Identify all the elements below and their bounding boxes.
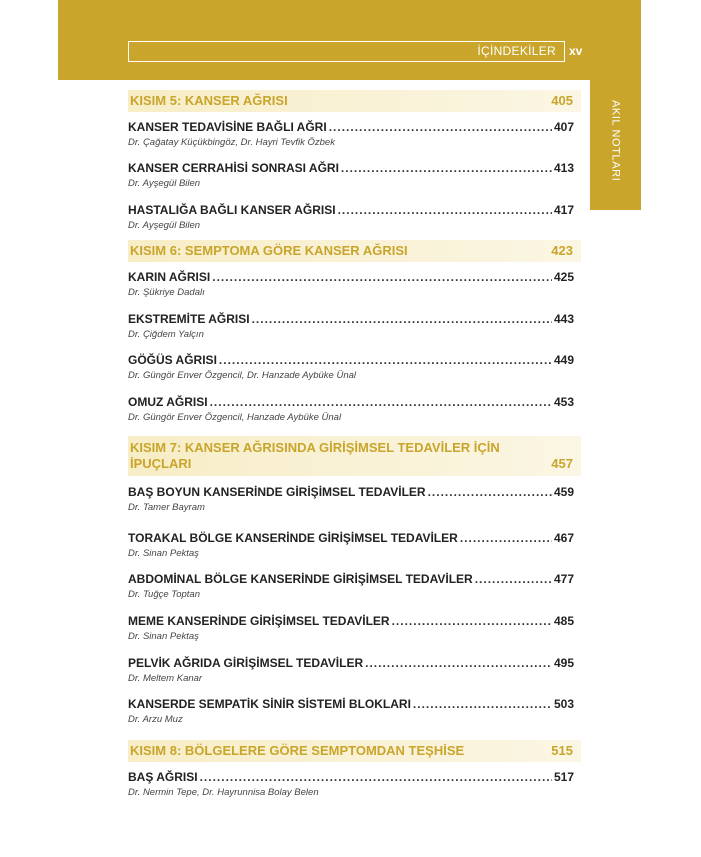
entry-title: TORAKAL BÖLGE KANSERİNDE GİRİŞİMSEL TEDAVİLER	[128, 531, 458, 545]
section-heading[interactable]	[128, 240, 581, 262]
entry-page: 453	[553, 395, 574, 409]
leader-dots	[338, 203, 552, 217]
entry-page: 517	[553, 770, 574, 784]
toc-entry[interactable]	[128, 656, 574, 684]
entry-author: Dr. Güngör Enver Özgencil, Dr. Hanzade Aybüke Ünal	[128, 370, 357, 381]
side-tab	[590, 80, 641, 210]
entry-page: 413	[553, 161, 574, 175]
toc-entry[interactable]	[128, 485, 574, 513]
section-page: 515	[551, 743, 573, 758]
entry-author: Dr. Nermin Tepe, Dr. Hayrunnisa Bolay Belen	[128, 787, 319, 798]
entry-page: 449	[553, 353, 574, 367]
leader-dots	[200, 770, 552, 784]
entry-author: Dr. Tamer Bayram	[128, 502, 205, 513]
section-title: KISIM 8: BÖLGELERE GÖRE SEMPTOMDAN TEŞHİSE	[130, 743, 465, 758]
entry-title: BAŞ AĞRISI	[128, 770, 198, 784]
section-page: 405	[551, 93, 573, 108]
toc-entry[interactable]	[128, 614, 574, 642]
toc-entry[interactable]	[128, 161, 574, 189]
section-title-line1: KISIM 7: KANSER AĞRISINDA GİRİŞİMSEL TEDAVİLER İÇİN	[130, 440, 500, 455]
entry-title: ABDOMİNAL BÖLGE KANSERİNDE GİRİŞİMSEL TEDAVİLER	[128, 572, 473, 586]
entry-title: KARIN AĞRISI	[128, 270, 211, 284]
section-heading[interactable]	[128, 436, 581, 476]
toc-entry[interactable]	[128, 203, 574, 231]
leader-dots	[475, 572, 552, 586]
entry-page: 425	[553, 270, 574, 284]
toc-entry[interactable]	[128, 353, 574, 381]
running-header-title: İÇİNDEKİLER	[128, 41, 565, 62]
leader-dots	[365, 656, 552, 670]
leader-dots	[329, 120, 552, 134]
entry-title: MEME KANSERİNDE GİRİŞİMSEL TEDAVİLER	[128, 614, 390, 628]
entry-title: BAŞ BOYUN KANSERİNDE GİRİŞİMSEL TEDAVİLER	[128, 485, 426, 499]
section-page: 457	[551, 456, 573, 471]
entry-page: 495	[553, 656, 574, 670]
section-title: KISIM 6: SEMPTOMA GÖRE KANSER AĞRISI	[130, 243, 408, 258]
top-band	[58, 0, 641, 80]
page-number: xv	[569, 44, 583, 58]
entry-page: 485	[553, 614, 574, 628]
section-heading[interactable]	[128, 740, 581, 762]
toc-entry[interactable]	[128, 770, 574, 798]
leader-dots	[210, 395, 552, 409]
entry-title: EKSTREMİTE AĞRISI	[128, 312, 250, 326]
entry-page: 443	[553, 312, 574, 326]
leader-dots	[341, 161, 552, 175]
entry-author: Dr. Sinan Pektaş	[128, 631, 199, 642]
leader-dots	[219, 353, 552, 367]
entry-author: Dr. Arzu Muz	[128, 714, 183, 725]
entry-page: 477	[553, 572, 574, 586]
entry-page: 417	[553, 203, 574, 217]
leader-dots	[212, 270, 552, 284]
leader-dots	[428, 485, 552, 499]
leader-dots	[413, 697, 552, 711]
toc-entry[interactable]	[128, 120, 574, 148]
entry-page: 503	[553, 697, 574, 711]
entry-title: HASTALIĞA BAĞLI KANSER AĞRISI	[128, 203, 336, 217]
section-title: KISIM 5: KANSER AĞRISI	[130, 93, 288, 108]
toc-entry[interactable]	[128, 270, 574, 298]
leader-dots	[460, 531, 552, 545]
entry-author: Dr. Sinan Pektaş	[128, 548, 199, 559]
entry-author: Dr. Şükriye Dadalı	[128, 287, 205, 298]
entry-author: Dr. Meltem Kanar	[128, 673, 203, 684]
leader-dots	[252, 312, 552, 326]
toc-entry[interactable]	[128, 395, 574, 423]
entry-author: Dr. Ayşegül Bilen	[128, 178, 201, 189]
entry-title: KANSER CERRAHİSİ SONRASI AĞRI	[128, 161, 339, 175]
entry-page: 459	[553, 485, 574, 499]
entry-author: Dr. Çiğdem Yalçın	[128, 329, 204, 340]
entry-title: OMUZ AĞRISI	[128, 395, 208, 409]
entry-title: KANSER TEDAVİSİNE BAĞLI AĞRI	[128, 120, 327, 134]
section-heading[interactable]	[128, 90, 581, 112]
toc-entry[interactable]	[128, 531, 574, 559]
toc-entry[interactable]	[128, 697, 574, 725]
leader-dots	[392, 614, 552, 628]
entry-author: Dr. Tuğçe Toptan	[128, 589, 200, 600]
entry-title: GÖĞÜS AĞRISI	[128, 353, 217, 367]
side-tab-label: AKIL NOTLARI	[609, 100, 622, 182]
toc-entry[interactable]	[128, 312, 574, 340]
entry-author: Dr. Ayşegül Bilen	[128, 220, 201, 231]
entry-author: Dr. Çağatay Küçükbingöz, Dr. Hayri Tevfik Özbek	[128, 137, 335, 148]
section-title-line2: İPUÇLARI	[130, 456, 192, 471]
entry-author: Dr. Güngör Enver Özgencil, Hanzade Aybüke Ünal	[128, 412, 342, 423]
section-page: 423	[551, 243, 573, 258]
toc-entry[interactable]	[128, 572, 574, 600]
entry-title: PELVİK AĞRIDA GİRİŞİMSEL TEDAVİLER	[128, 656, 364, 670]
entry-title: KANSERDE SEMPATİK SİNİR SİSTEMİ BLOKLARI	[128, 697, 411, 711]
entry-page: 467	[553, 531, 574, 545]
entry-page: 407	[553, 120, 574, 134]
